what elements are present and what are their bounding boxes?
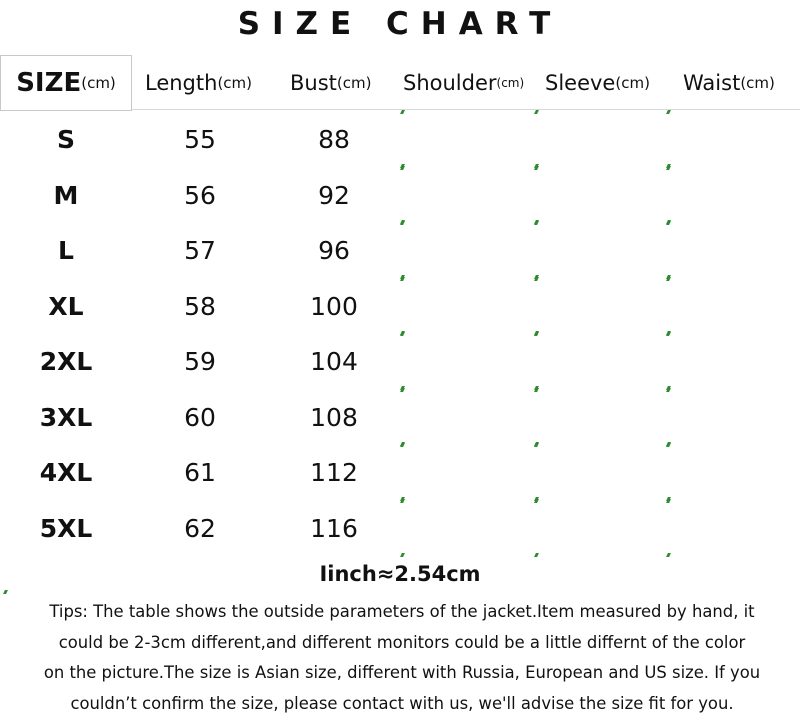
- table-row: [0, 334, 800, 390]
- size-cell: 2XL: [39, 347, 93, 377]
- size-cell: 3XL: [39, 402, 93, 432]
- size-cell: S: [56, 125, 75, 155]
- size-column-header: [0, 55, 132, 111]
- length-cell: 59: [184, 347, 216, 377]
- size-header-unit: (cm): [81, 74, 116, 92]
- bust-cell: 88: [318, 125, 350, 155]
- bust-header-label: Bust: [290, 71, 337, 95]
- table-row: [0, 279, 800, 335]
- waist-header-label: Waist: [683, 71, 741, 95]
- bust-cell: 116: [310, 513, 358, 543]
- tips-line: Tips: The table shows the outside parameters of the jacket.Item measured by hand, it: [49, 602, 755, 621]
- length-cell: 58: [184, 291, 216, 321]
- length-header-label: Length: [145, 71, 218, 95]
- bust-cell: 108: [310, 402, 358, 432]
- shoulder-header-unit: (cm): [496, 76, 525, 90]
- tips-line: couldn’t confirm the size, please contact with us, we'll advise the size fit for you.: [70, 693, 734, 713]
- table-row: [0, 390, 800, 446]
- sleeve-header-unit: (cm): [615, 74, 650, 92]
- sleeve-column-header: [545, 55, 650, 111]
- bust-cell: 100: [310, 291, 358, 321]
- bust-column-header: [290, 55, 371, 111]
- length-cell: 57: [184, 236, 216, 266]
- waist-header-unit: (cm): [740, 74, 775, 92]
- tips-paragraph: [6, 597, 798, 719]
- size-header-label: SIZE: [16, 68, 82, 98]
- length-cell: 60: [184, 402, 216, 432]
- table-row: [0, 112, 800, 168]
- bust-cell: 104: [310, 347, 358, 377]
- bust-header-unit: (cm): [336, 74, 372, 92]
- bust-cell: 112: [310, 458, 358, 488]
- table-header-row: [0, 55, 800, 111]
- header-divider: [132, 109, 800, 110]
- shoulder-column-header: [403, 55, 524, 111]
- table-row: [0, 501, 800, 557]
- waist-column-header: [683, 55, 775, 111]
- table-row: [0, 445, 800, 501]
- table-row: [0, 223, 800, 279]
- length-column-header: [145, 55, 252, 111]
- inch-conversion-note: Iinch≈2.54cm: [319, 562, 481, 586]
- bust-cell: 96: [318, 236, 350, 266]
- size-cell: M: [53, 180, 79, 210]
- table-row: [0, 168, 800, 224]
- size-cell: 4XL: [39, 458, 93, 488]
- length-header-unit: (cm): [217, 74, 253, 92]
- length-cell: 56: [184, 180, 216, 210]
- length-cell: 55: [184, 125, 216, 155]
- length-cell: 61: [184, 458, 216, 488]
- shoulder-header-label: Shoulder: [403, 71, 497, 95]
- size-cell: L: [58, 236, 74, 266]
- sleeve-header-label: Sleeve: [545, 71, 616, 95]
- bust-cell: 92: [318, 180, 350, 210]
- tips-line: on the picture.The size is Asian size, different with Russia, European and US size. If you: [43, 663, 761, 682]
- size-cell: 5XL: [39, 513, 93, 543]
- length-cell: 62: [184, 513, 216, 543]
- tick-mark: [3, 590, 8, 594]
- size-cell: XL: [48, 291, 84, 321]
- tips-line: could be 2-3cm different,and different monitors could be a little differnt of the color: [58, 632, 746, 652]
- size-chart-title: SIZE CHART: [237, 6, 563, 42]
